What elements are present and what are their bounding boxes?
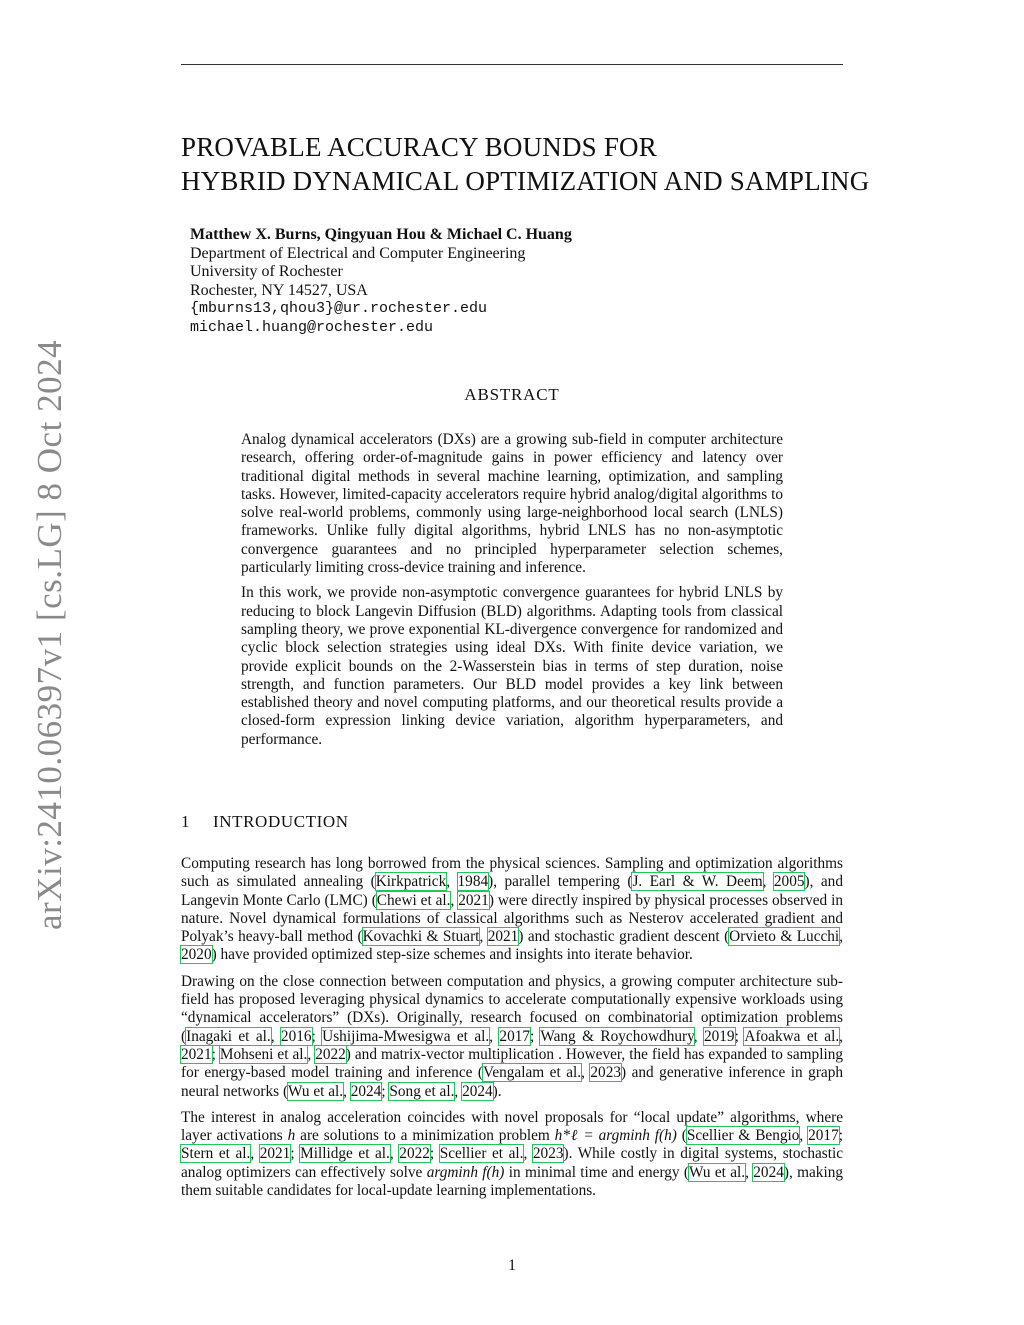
citation-link[interactable]: 1984 <box>457 873 489 891</box>
author-department: Department of Electrical and Computer Engineering <box>190 244 526 262</box>
text-run: , <box>762 873 774 891</box>
citation-link[interactable]: 2021 <box>181 1045 212 1063</box>
intro-paragraph-2 <box>181 973 843 1101</box>
citation-link[interactable]: 2020 <box>181 946 212 964</box>
section-title: INTRODUCTION <box>213 812 349 831</box>
text-run: , <box>489 1027 500 1045</box>
math-equation: h*ℓ = argminh f(h) <box>554 1127 677 1145</box>
text-run: , <box>693 1027 704 1045</box>
abstract-paragraph-2: In this work, we provide non-asymptotic convergence guarantees for hybrid LNLS by reducing to block Langevin Diffusion (BLD) algorithms. Adapting tools from classical sampling theory, we prove exponential KL-divergence convergence for randomized and cyclic block selection strategies using ideal DXs. With finite device variation, we provide explicit bounds on the 2-Wasserstein bias in terms of step duration, noise strength, and function parameters. Our BLD model provides a key link between established theory and novel computing platforms, and our theoretical results provide a closed-form expression linking device variation, algorithm hyperparameters, and performance. <box>241 584 783 748</box>
text-run: are solutions to a minimization problem <box>295 1127 555 1145</box>
text-run: ) have provided optimized step-size schemes and insights into iterate behavior. <box>211 946 693 964</box>
citation-link[interactable]: 2021 <box>487 928 519 946</box>
text-run: ). <box>492 1082 502 1100</box>
abstract-paragraph-1: Analog dynamical accelerators (DXs) are a growing sub-field in computer architecture research, offering order-of-magnitude gains in power efficiency and latency over traditional digital methods in several machine learning, optimization, and sampling tasks. However, limited-capacity accelerators require hybrid analog/digital algorithms to solve real-world problems, commonly using large-neighborhood local search (LNLS) frameworks. Unlike fully digital algorithms, hybrid LNLS has no non-asymptotic convergence guarantees and no principled hyperparameter selection schemes, particularly limiting cross-device training and inference. <box>241 431 783 577</box>
abstract-body <box>241 431 783 756</box>
citation-link[interactable]: Millidge et al. <box>300 1145 390 1163</box>
text-run: , <box>839 1027 843 1045</box>
citation-link[interactable]: 2024 <box>753 1163 784 1181</box>
text-run: ; <box>290 1145 301 1163</box>
citation-link[interactable]: 2023 <box>590 1064 621 1082</box>
title-line-2: HYBRID DYNAMICAL OPTIMIZATION AND SAMPLING <box>181 166 870 196</box>
citation-link[interactable]: Inagaki et al. <box>186 1027 271 1045</box>
text-run: ) and generative inference in graph neural networks ( <box>181 1064 844 1100</box>
section-number: 1 <box>181 812 191 831</box>
citation-link[interactable]: Kovachki & Stuart <box>362 928 480 946</box>
text-run: in minimal time and energy ( <box>504 1163 690 1181</box>
author-block <box>190 226 572 337</box>
author-address: Rochester, NY 14527, USA <box>190 281 368 299</box>
introduction-body <box>181 855 843 1208</box>
text-run: ; <box>311 1027 323 1045</box>
text-run: , <box>581 1064 591 1082</box>
citation-link[interactable]: Scellier & Bengio <box>686 1127 800 1145</box>
citation-link[interactable]: Orvieto & Lucchi <box>729 928 840 946</box>
citation-link[interactable]: 2024 <box>462 1082 493 1100</box>
math-equation: argminh f(h) <box>426 1163 505 1181</box>
author-university: University of Rochester <box>190 263 343 280</box>
text-run: , <box>270 1027 281 1045</box>
text-run: ; <box>530 1027 541 1045</box>
arxiv-side-stamp: arXiv:2410.06397v1 [cs.LG] 8 Oct 2024 <box>30 339 69 930</box>
citation-link[interactable]: 2016 <box>280 1027 312 1045</box>
citation-link[interactable]: Mohseni et al. <box>219 1045 308 1063</box>
citation-link[interactable]: Chewi et al. <box>376 891 451 909</box>
citation-link[interactable]: Afoakwa et al. <box>744 1027 840 1045</box>
citation-link[interactable]: J. Earl & W. Deem <box>632 873 763 891</box>
citation-link[interactable]: Scellier et al. <box>439 1145 524 1163</box>
text-run: , <box>799 1127 809 1145</box>
intro-paragraph-1 <box>181 855 843 965</box>
citation-link[interactable]: Ushijima-Mwesigwa et al. <box>322 1027 490 1045</box>
citation-link[interactable]: Wang & Roychowdhury <box>540 1027 694 1045</box>
citation-link[interactable]: Song et al. <box>389 1082 455 1100</box>
citation-link[interactable]: 2017 <box>808 1127 839 1145</box>
text-run: , <box>523 1145 533 1163</box>
citation-link[interactable]: Wu et al. <box>689 1163 746 1181</box>
text-run: ; <box>429 1145 440 1163</box>
author-email-2[interactable]: michael.huang@rochester.edu <box>190 318 434 336</box>
text-run: , <box>389 1145 400 1163</box>
text-run: Computing research has long borrowed from the physical sciences. Sampling and optimization algorithms such as simulated annealing ( <box>181 855 843 891</box>
text-run: ; <box>211 1045 220 1063</box>
text-run: , <box>745 1163 754 1181</box>
text-run: , <box>454 1082 463 1100</box>
text-run: , <box>343 1082 351 1100</box>
text-run: , <box>307 1045 316 1063</box>
header-rule <box>181 64 843 65</box>
citation-link[interactable]: 2022 <box>315 1045 346 1063</box>
text-run: ), making them suitable candidates for local-update learning implementations. <box>181 1163 843 1200</box>
page-number: 1 <box>508 1257 516 1274</box>
citation-link[interactable]: 2023 <box>532 1145 564 1163</box>
text-run: , <box>446 873 458 891</box>
citation-link[interactable]: Wu et al. <box>288 1082 344 1100</box>
text-run: ; <box>381 1082 390 1100</box>
citation-link[interactable]: 2021 <box>259 1145 291 1163</box>
text-run: , <box>479 928 488 946</box>
abstract-heading: ABSTRACT <box>464 385 560 404</box>
citation-link[interactable]: 2021 <box>458 891 489 909</box>
text-run: ), and Langevin Monte Carlo (LMC) ( <box>181 873 843 909</box>
citation-link[interactable]: 2005 <box>773 873 805 891</box>
intro-paragraph-3 <box>181 1109 843 1200</box>
author-names: Matthew X. Burns, Qingyuan Hou & Michael C. Huang <box>190 226 572 243</box>
text-run: The interest in analog acceleration coincides with novel proposals for “local update” algorithms, where layer activations <box>181 1108 843 1145</box>
author-email-1[interactable]: {mburns13,qhou3}@ur.rochester.edu <box>190 300 488 317</box>
text-run: ), parallel tempering ( <box>488 873 633 891</box>
text-run: , <box>250 1145 260 1163</box>
section-heading-introduction <box>181 812 349 832</box>
citation-link[interactable]: Kirkpatrick <box>375 873 447 891</box>
text-run: ) were directly inspired by physical processes observed in nature. Novel dynamical formulations of classical algorithms such as Nesterov accelerated gradient and Polyak’s heavy-ball method ( <box>181 891 843 946</box>
text-run: ; <box>734 1027 745 1045</box>
citation-link[interactable]: 2024 <box>350 1082 382 1100</box>
text-run: ( <box>676 1127 687 1145</box>
text-run: ) and matrix-vector multiplication . However, the field has expanded to sampling for energy-based model training and inference ( <box>181 1045 843 1082</box>
text-run: ). While costly in digital systems, stochastic analog optimizers can effectively solve <box>181 1145 844 1181</box>
text-run: , <box>450 891 459 909</box>
paper-title <box>181 130 881 198</box>
text-run: ) and stochastic gradient descent ( <box>518 928 730 946</box>
citation-link[interactable]: Vengalam et al. <box>483 1064 582 1082</box>
text-run: ; <box>838 1127 843 1145</box>
text-run: , <box>839 928 844 946</box>
citation-link[interactable]: 2017 <box>499 1027 531 1045</box>
citation-link[interactable]: Stern et al. <box>181 1145 251 1163</box>
citation-link[interactable]: 2022 <box>399 1145 430 1163</box>
text-run: Drawing on the close connection between computation and physics, a growing computer architecture sub-field has proposed leveraging physical dynamics to accelerate computationally expensive workloads using “dynamical accelerators” (DXs). Originally, research focused on combinatorial optimization problems ( <box>181 972 843 1045</box>
math-variable: h <box>287 1127 296 1145</box>
title-line-1: PROVABLE ACCURACY BOUNDS FOR <box>181 132 657 162</box>
citation-link[interactable]: 2019 <box>703 1027 735 1045</box>
